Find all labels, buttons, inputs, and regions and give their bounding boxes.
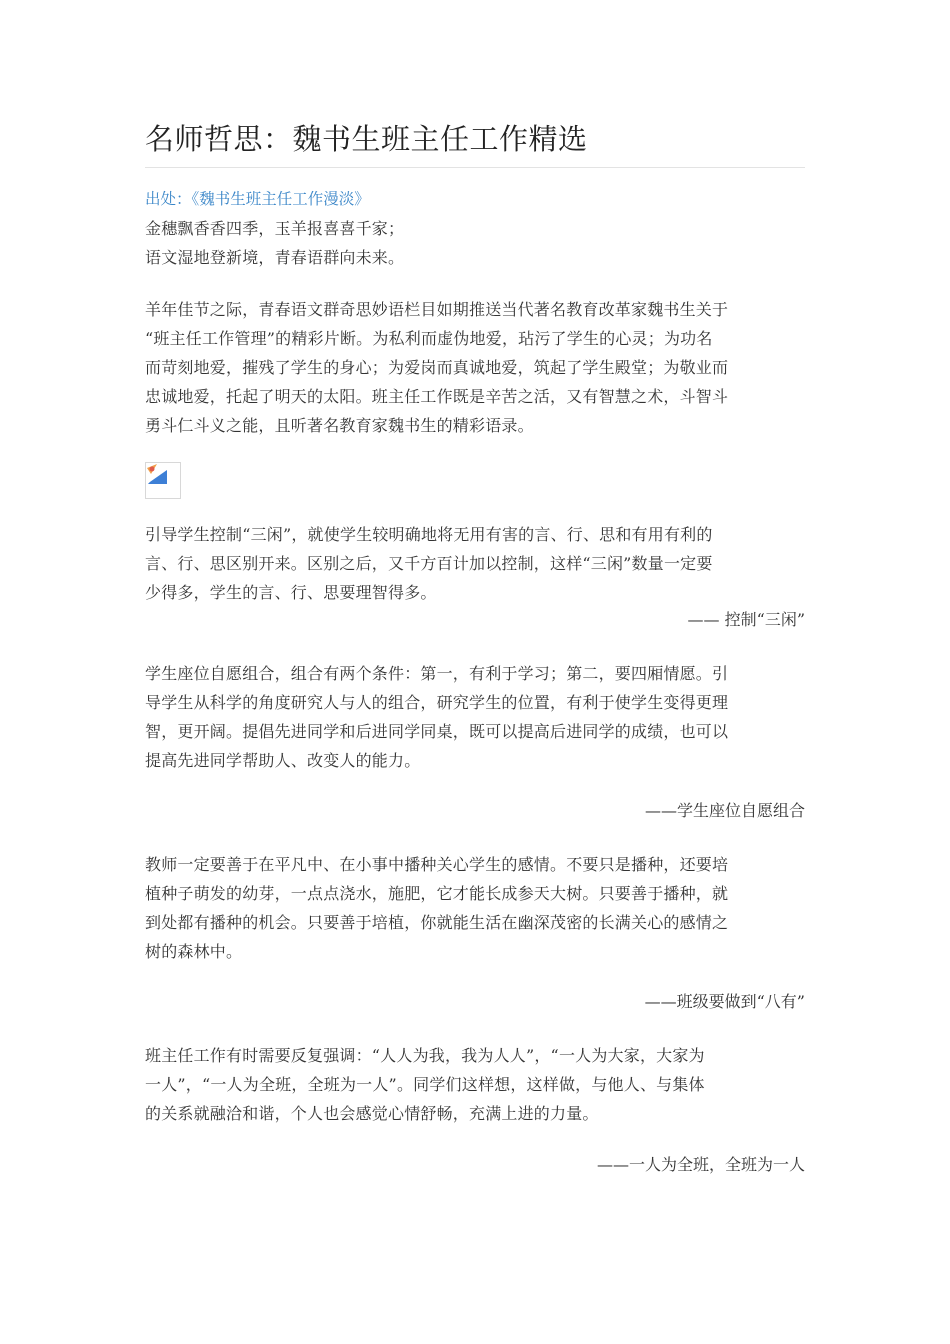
quote-paragraph: [145, 659, 805, 775]
quote-line: 的关系就融洽和谐，个人也会感觉心情舒畅，充满上进的力量。: [145, 1104, 599, 1123]
quote-line: 少得多，学生的言、行、思要理智得多。: [145, 583, 437, 602]
quote-line: 导学生从科学的角度研究人与人的组合，研究学生的位置，有利于使学生变得更理: [145, 693, 729, 712]
quote-signature: ——学生座位自愿组合: [644, 801, 805, 820]
quote-line: 树的森林中。: [145, 942, 243, 961]
quote-line: 学生座位自愿组合，组合有两个条件：第一，有利于学习；第二，要四厢情愿。引: [145, 664, 729, 683]
intro-line: 而苛刻地爱，摧残了学生的身心；为爱岗而真诚地爱，筑起了学生殿堂；为敬业而: [145, 358, 729, 377]
intro-line: 羊年佳节之际，青春语文群奇思妙语栏目如期推送当代著名教育改革家魏书生关于: [145, 300, 729, 319]
quote-line: 班主任工作有时需要反复强调：“人人为我，我为人人”，“一人为大家，大家为: [145, 1046, 705, 1065]
quote-signature: ——一人为全班，全班为一人: [596, 1155, 805, 1174]
broken-image-icon: [145, 462, 181, 499]
couplet-line: 金穗飘香香四季，玉羊报喜喜千家；: [145, 219, 405, 238]
quote-paragraph: [145, 1041, 805, 1128]
quote-line: 一人”，“一人为全班，全班为一人”。同学们这样想，这样做，与他人、与集体: [145, 1075, 705, 1094]
quote-signature: —— 控制“三闲”: [687, 610, 805, 629]
quote-signature: ——班级要做到“八有”: [644, 992, 805, 1011]
quote-paragraph: [145, 520, 805, 607]
quote-line: 引导学生控制“三闲”，就使学生较明确地将无用有害的言、行、思和有用有利的: [145, 525, 713, 544]
intro-line: “班主任工作管理”的精彩片断。为私利而虚伪地爱，玷污了学生的心灵；为功名: [145, 329, 713, 348]
source-link[interactable]: 出处：《魏书生班主任工作漫淡》: [145, 190, 370, 208]
title-divider: [145, 167, 805, 168]
quote-line: 植种子萌发的幼芽，一点点浇水，施肥，它才能长成参天大树。只要善于播种，就: [145, 884, 729, 903]
couplet-line: 语文湿地登新境，青春语群向未来。: [145, 248, 405, 267]
quote-line: 到处都有播种的机会。只要善于培植，你就能生活在幽深茂密的长满关心的感情之: [145, 913, 729, 932]
intro-line: 勇斗仁斗义之能，且听著名教育家魏书生的精彩语录。: [145, 416, 534, 435]
article-title: 名师哲思：魏书生班主任工作精选: [145, 122, 588, 156]
quote-line: 教师一定要善于在平凡中、在小事中播种关心学生的感情。不要只是播种，还要培: [145, 855, 729, 874]
quote-line: 智，更开阔。提倡先进同学和后进同学同桌，既可以提高后进同学的成绩，也可以: [145, 722, 729, 741]
intro-line: 忠诚地爱，托起了明天的太阳。班主任工作既是辛苦之活，又有智慧之术，斗智斗: [145, 387, 729, 406]
intro-paragraph: [145, 295, 805, 440]
quote-paragraph: [145, 850, 805, 966]
quote-line: 提高先进同学帮助人、改变人的能力。: [145, 751, 421, 770]
couplet: [145, 214, 805, 272]
quote-line: 言、行、思区别开来。区别之后，又千方百计加以控制，这样“三闲”数量一定要: [145, 554, 713, 573]
